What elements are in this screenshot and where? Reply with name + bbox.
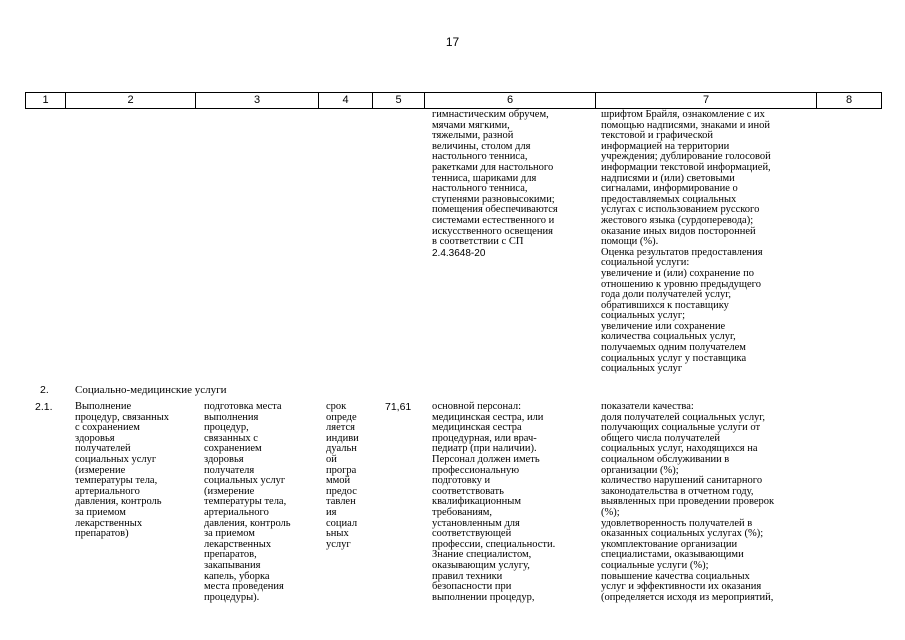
service-tariff-cell: 71,61 (385, 401, 412, 413)
column-header-6: 6 (425, 93, 596, 109)
column-header-4: 4 (319, 93, 373, 109)
section-title: Социально-медицинские услуги (75, 384, 227, 396)
service-name-cell: Выполнение процедур, связанных с сохранением здоровья получателей социальных услуг (измерение температуры тела, артериального давления, контроль за приемом лекарственных препаратов) (75, 401, 170, 540)
column-header-row (25, 92, 882, 109)
service-quality-cell: показатели качества: доля получателей социальных услуг, получающих социальные услуги от общего числа получателей социальных услуг, находящихся на социальном обслуживании в организации (%); количество нарушений санитарного законодательства в отчетном году, выявленных при проведении проверок (%); удовлетворенность получателей в оказанных социальных услугах (%); укомплектование организации специалистами, оказывающими социальные услуги (%); повышение качества социальных услуг и эффективности их оказания (определяется исходя из мероприятий, (601, 401, 775, 603)
service-content-cell: подготовка места выполнения процедур, связанных с сохранением здоровья получателя социальных услуг (измерение температуры тела, артериального давления, контроль за приемом лекарственных препаратов, закапывания капель, уборка места проведения процедуры). (204, 401, 291, 603)
service-term-cell: срок опреде ляется индиви дуальн ой програ ммой предос тавлен ия социал ьных услуг (326, 401, 359, 550)
column-header-7: 7 (596, 93, 817, 109)
column-header-8: 8 (817, 93, 882, 109)
continuation-cell-sp-code: 2.4.3648-20 (432, 248, 486, 259)
column-header-2: 2 (66, 93, 196, 109)
page-number: 17 (445, 35, 460, 49)
continuation-cell-quality: шрифтом Брайля, ознакомление с их помощью надписями, знаками и иной текстовой и графической информацией на территории учреждения; дублирование голосовой информации текстовой информацией, надписями и (или) световыми сигналами, информирование о предоставляемых социальных услугах с использованием русского жестового языка (сурдоперевода); оказание иных видов посторонней помощи (%). Оценка результатов предоставления социальной услуги: увеличение и (или) сохранение по отношению к уровню предыдущего года доли получателей услуг, обратившихся к поставщику социальных услуг; увеличение или сохранение количества социальных услуг, получаемых одним получателем социальных услуг у поставщика социальных услуг (601, 109, 771, 375)
row-number: 2.1. (35, 401, 53, 413)
continuation-cell-requirements: гимнастическим обручем, мячами мягкими, тяжелыми, разной величины, столом для настольного тенниса, ракетками для настольного тенниса, шариками для настольного тенниса, ступенями разновысокими; помещения обеспечиваются системами естественного и искусственного освещения в соответствии с СП (432, 109, 558, 248)
column-header-1: 1 (26, 93, 66, 109)
section-number: 2. (40, 384, 49, 396)
service-conditions-cell: основной персонал: медицинская сестра, или медицинская сестра процедурная, или врач- педиатр (при наличии). Персонал должен иметь профессиональную подготовку и соответствовать квалификационным требованиям, установленным для соответствующей профессии, специальности. Знание специалистом, оказывающим услугу, правил техники безопасности при выполнении процедур, (432, 401, 556, 603)
column-header-3: 3 (196, 93, 319, 109)
column-header-5: 5 (373, 93, 425, 109)
